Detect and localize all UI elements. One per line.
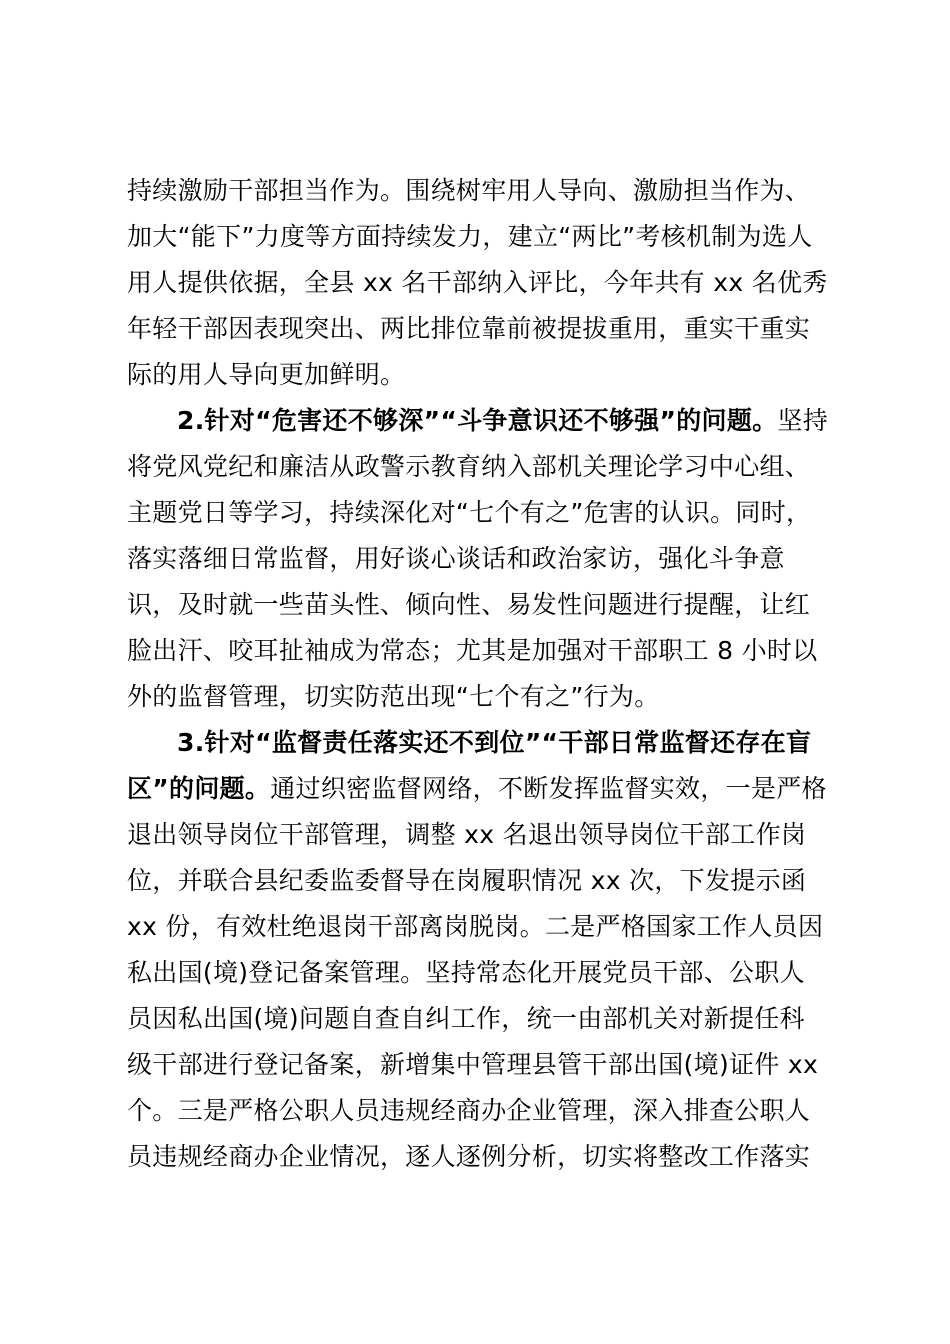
- section-3-heading: 3.针对“监督责任落实还不到位”“干部日常监督还存在盲: [177, 728, 812, 757]
- section-2-heading-line: 2.针对“危害还不够深”“斗争意识还不够强”的问题。坚持: [177, 406, 829, 435]
- paragraph-line: 外的监督管理，切实防范出现“七个有之”行为。: [127, 682, 660, 711]
- paragraph-line: 年轻干部因表现突出、两比排位靠前被提拔重用，重实干重实: [127, 314, 811, 343]
- section-2-heading: 2.针对“危害还不够深”“斗争意识还不够强”的问题。: [177, 406, 778, 435]
- paragraph-line: 主题党日等学习，持续深化对“七个有之”危害的认识。同时，: [127, 498, 812, 527]
- paragraph-line: 将党风党纪和廉洁从政警示教育纳入部机关理论学习中心组、: [127, 452, 811, 481]
- paragraph-line: 位，并联合县纪委监委督导在岗履职情况 xx 次，下发提示函: [127, 866, 807, 895]
- section-3-heading-cont: 区”的问题。: [127, 774, 271, 803]
- paragraph-line: 识，及时就一些苗头性、倾向性、易发性问题进行提醒，让红: [127, 590, 811, 619]
- paragraph-line: 脸出汗、咬耳扯袖成为常态；尤其是加强对干部职工 8 小时以: [127, 636, 818, 665]
- paragraph-line: xx 份，有效杜绝退岗干部离岗脱岗。二是严格国家工作人员因: [127, 912, 824, 941]
- paragraph-line: 个。三是严格公职人员违规经商办企业管理，深入排查公职人: [127, 1096, 811, 1125]
- paragraph-line: 际的用人导向更加鲜明。: [127, 360, 406, 389]
- body-text: [127, 168, 827, 1180]
- paragraph-line: 用人提供依据，全县 xx 名干部纳入评比，今年共有 xx 名优秀: [127, 268, 828, 297]
- paragraph-line: 落实落细日常监督，用好谈心谈话和政治家访，强化斗争意: [127, 544, 785, 573]
- paragraph-line: 持续激励干部担当作为。围绕树牢用人导向、激励担当作为、: [127, 176, 811, 205]
- paragraph-line: 区”的问题。通过织密监督网络，不断发挥监督实效，一是严格: [127, 774, 827, 803]
- paragraph-line: 私出国(境)登记备案管理。坚持常态化开展党员干部、公职人: [127, 958, 805, 987]
- paragraph-line: 加大“能下”力度等方面持续发力，建立“两比”考核机制为选人: [127, 222, 813, 251]
- paragraph-line: 退出领导岗位干部管理，调整 xx 名退出领导岗位干部工作岗: [127, 820, 807, 849]
- paragraph-line: 员因私出国(境)问题自查自纠工作，统一由部机关对新提任科: [127, 1004, 805, 1033]
- paragraph-line: 级干部进行登记备案，新增集中管理县管干部出国(境)证件 xx: [127, 1050, 819, 1079]
- section-3-heading-line: [127, 720, 827, 766]
- paragraph-line: 员违规经商办企业情况，逐人逐例分析，切实将整改工作落实: [127, 1142, 811, 1171]
